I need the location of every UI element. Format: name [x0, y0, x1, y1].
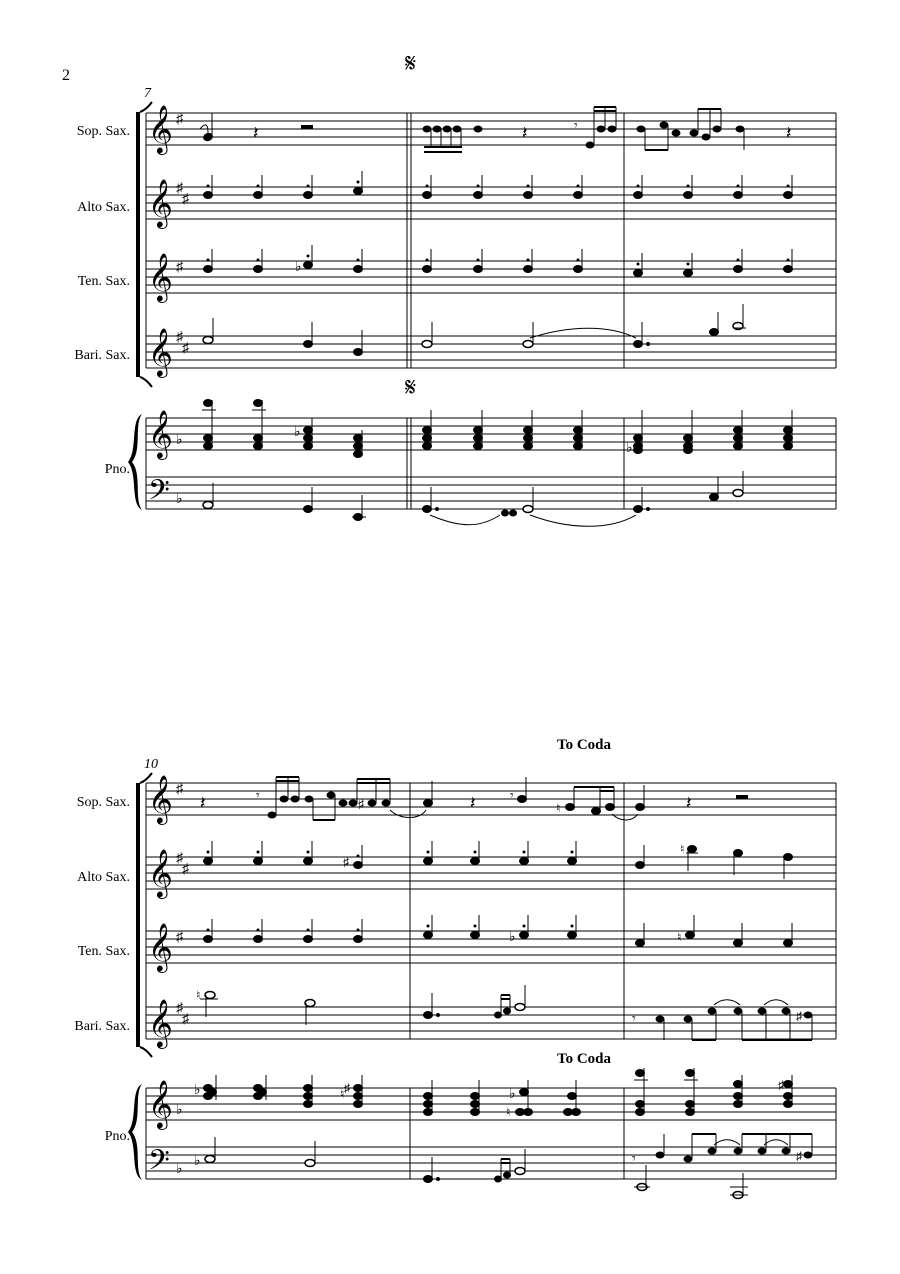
svg-text:𝄽: 𝄽	[200, 793, 206, 813]
svg-text:♯: ♯	[796, 1149, 802, 1163]
notes-piano-left	[194, 1133, 812, 1199]
instrument-label-alto: Alto Sax.	[77, 870, 130, 885]
svg-text:♭: ♭	[626, 441, 633, 456]
key-signatures	[176, 112, 190, 507]
system-2	[74, 737, 836, 1199]
svg-text:♭: ♭	[294, 425, 301, 440]
svg-text:♭: ♭	[176, 1162, 183, 1177]
svg-text:♮: ♮	[196, 988, 201, 1002]
staff-piano-left	[146, 1147, 836, 1179]
segno-icon: 𝄋	[405, 49, 417, 78]
page-number: 2	[62, 67, 70, 84]
treble-clef-icon: 𝄞	[148, 107, 173, 153]
notes-piano-left	[203, 471, 743, 526]
svg-text:♭: ♭	[176, 433, 183, 448]
svg-text:♭: ♭	[509, 930, 516, 945]
to-coda-label: To Coda	[556, 1051, 612, 1067]
svg-text:♯: ♯	[344, 1081, 350, 1095]
svg-text:♯: ♯	[343, 855, 349, 869]
brace-icon	[128, 414, 142, 510]
svg-text:♯: ♯	[778, 1078, 784, 1092]
svg-text:♭: ♭	[509, 1087, 516, 1102]
instrument-label-piano: Pno.	[104, 1129, 130, 1144]
svg-text:♭: ♭	[176, 492, 183, 507]
svg-text:♯: ♯	[176, 330, 183, 345]
staff-alto	[146, 187, 836, 219]
notes-baritone	[196, 985, 812, 1041]
instrument-label-soprano: Sop. Sax.	[76, 124, 130, 139]
svg-text:♮: ♮	[340, 1087, 345, 1101]
staff-baritone	[146, 336, 836, 368]
svg-text:𝄾: 𝄾	[256, 789, 260, 804]
notes-baritone	[203, 304, 746, 356]
svg-text:♯: ♯	[176, 112, 183, 127]
instrument-label-baritone: Bari. Sax.	[74, 348, 130, 363]
treble-clef-icon: 𝄞	[148, 181, 173, 227]
svg-text:♯: ♯	[182, 1012, 189, 1027]
treble-clef-icon: 𝄞	[148, 255, 173, 301]
svg-text:♮: ♮	[677, 930, 682, 944]
svg-text:𝄽: 𝄽	[522, 123, 528, 143]
svg-text:𝄾: 𝄾	[632, 1012, 636, 1027]
svg-text:♯: ♯	[176, 782, 183, 797]
measure-number: 10	[144, 757, 158, 772]
treble-clef-icon: 𝄞	[148, 851, 173, 897]
instrument-label-piano: Pno.	[104, 462, 130, 477]
svg-text:♭: ♭	[176, 1103, 183, 1118]
instrument-label-tenor: Ten. Sax.	[77, 944, 130, 959]
svg-text:𝄾: 𝄾	[574, 119, 578, 134]
staff-tenor	[146, 261, 836, 293]
svg-text:♭: ♭	[194, 1083, 201, 1098]
treble-clef-icon: 𝄞	[148, 412, 173, 458]
svg-text:♯: ♯	[176, 1001, 183, 1016]
treble-clef-icon: 𝄞	[148, 925, 173, 971]
staff-soprano	[146, 113, 836, 145]
instrument-label-tenor: Ten. Sax.	[77, 274, 130, 289]
svg-text:♮: ♮	[506, 1105, 511, 1119]
staff-alto	[146, 857, 836, 889]
instrument-label-baritone: Bari. Sax.	[74, 1019, 130, 1034]
svg-text:♯: ♯	[176, 260, 183, 275]
instrument-label-soprano: Sop. Sax.	[76, 795, 130, 810]
svg-text:𝄾: 𝄾	[632, 1152, 636, 1167]
staff-tenor	[146, 931, 836, 963]
svg-text:♭: ♭	[295, 260, 302, 275]
instrument-label-alto: Alto Sax.	[77, 200, 130, 215]
treble-clef-icon: 𝄞	[148, 1001, 173, 1047]
svg-text:♯: ♯	[182, 341, 189, 356]
staff-soprano	[146, 783, 836, 815]
measure-number: 7	[144, 86, 151, 101]
svg-text:♯: ♯	[358, 797, 364, 811]
staff-baritone	[146, 1007, 836, 1039]
svg-text:♯: ♯	[182, 192, 189, 207]
treble-clef-icon: 𝄞	[148, 777, 173, 823]
staff-piano-right	[146, 418, 836, 450]
svg-text:♯: ♯	[182, 862, 189, 877]
svg-text:𝄽: 𝄽	[786, 123, 792, 143]
staff-piano-right	[146, 1088, 836, 1120]
svg-text:♮: ♮	[556, 801, 561, 815]
svg-text:♯: ♯	[176, 851, 183, 866]
svg-text:♮: ♮	[680, 842, 685, 856]
svg-text:𝄽: 𝄽	[686, 793, 692, 813]
treble-clef-icon: 𝄞	[148, 1082, 173, 1128]
svg-text:♭: ♭	[194, 1154, 201, 1169]
bass-clef-icon: 𝄢	[148, 476, 170, 513]
key-signatures	[176, 782, 190, 1177]
notes-piano-right	[202, 400, 793, 458]
svg-text:𝄽: 𝄽	[470, 793, 476, 813]
notes-piano-right	[194, 1068, 793, 1119]
svg-text:♯: ♯	[796, 1009, 802, 1023]
treble-clef-icon: 𝄞	[148, 330, 173, 376]
bass-clef-icon: 𝄢	[148, 1146, 170, 1183]
svg-text:𝄽: 𝄽	[253, 123, 259, 143]
to-coda-label: To Coda	[556, 737, 612, 753]
system-1	[74, 49, 836, 526]
svg-text:♯: ♯	[176, 181, 183, 196]
svg-text:♯: ♯	[176, 930, 183, 945]
brace-icon	[128, 1084, 142, 1180]
segno-icon: 𝄋	[405, 373, 417, 402]
svg-text:𝄾: 𝄾	[510, 789, 514, 804]
notes-alto	[204, 171, 793, 199]
